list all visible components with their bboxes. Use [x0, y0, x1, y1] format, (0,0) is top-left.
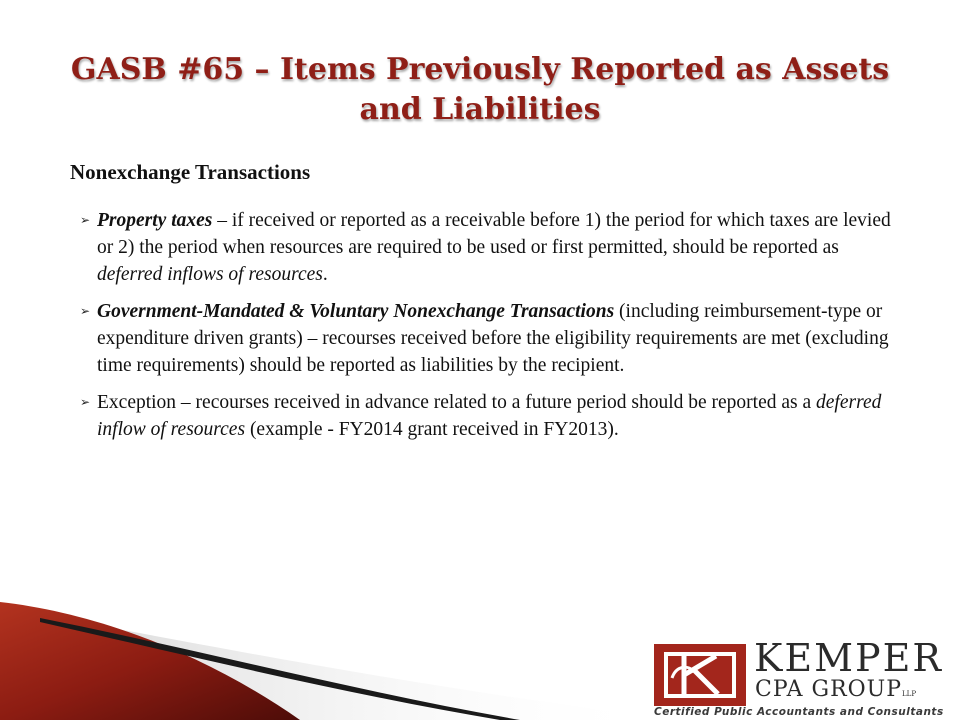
slide-title: GASB #65 – Items Previously Reported as Assets and Liabilities [70, 52, 890, 127]
kemper-logo [654, 636, 954, 720]
bullet-text: (including reimbursement-type or expenditure driven grants) – recourses received before the eligibility requirements are met (excluding time requirements) should be reported as liabilities by the recipient. [97, 301, 889, 376]
bullet-lead: Government-Mandated & Voluntary Nonexchange Transactions [97, 301, 615, 322]
logo-group-text: CPA GROUP [755, 677, 903, 702]
section-heading: Nonexchange Transactions [70, 160, 311, 184]
bullet-emphasis: deferred inflows of resources [97, 264, 323, 285]
arrow-bullet-icon: ➢ [80, 395, 91, 409]
bullet-item [70, 389, 900, 443]
logo-group [755, 677, 916, 707]
kemper-logo-mark [654, 644, 746, 706]
bullet-list [70, 207, 900, 443]
bullet-item [70, 207, 900, 288]
bullet-text-end: . [322, 264, 328, 285]
decorative-swoosh [0, 600, 660, 720]
slide-content [70, 160, 900, 453]
bullet-text-end: (example - FY2014 grant received in FY2013). [245, 419, 619, 440]
logo-name: KEMPER [754, 636, 943, 680]
bullet-text: Exception – recourses received in advance related to a future period should be reported as a [97, 392, 817, 413]
bullet-text: – if received or reported as a receivable before 1) the period for which taxes are levied or 2) the period when resources are required to be used or first permitted, should be reported as [97, 210, 891, 258]
bullet-lead: Property taxes [97, 210, 213, 231]
logo-suffix: LLP [902, 690, 917, 698]
bullet-item [70, 298, 900, 379]
arrow-bullet-icon: ➢ [80, 213, 91, 227]
arrow-bullet-icon: ➢ [80, 304, 91, 318]
bullet-emphasis: deferred inflow of resources [97, 392, 882, 440]
logo-tagline: Certified Public Accountants and Consultants [654, 706, 944, 718]
